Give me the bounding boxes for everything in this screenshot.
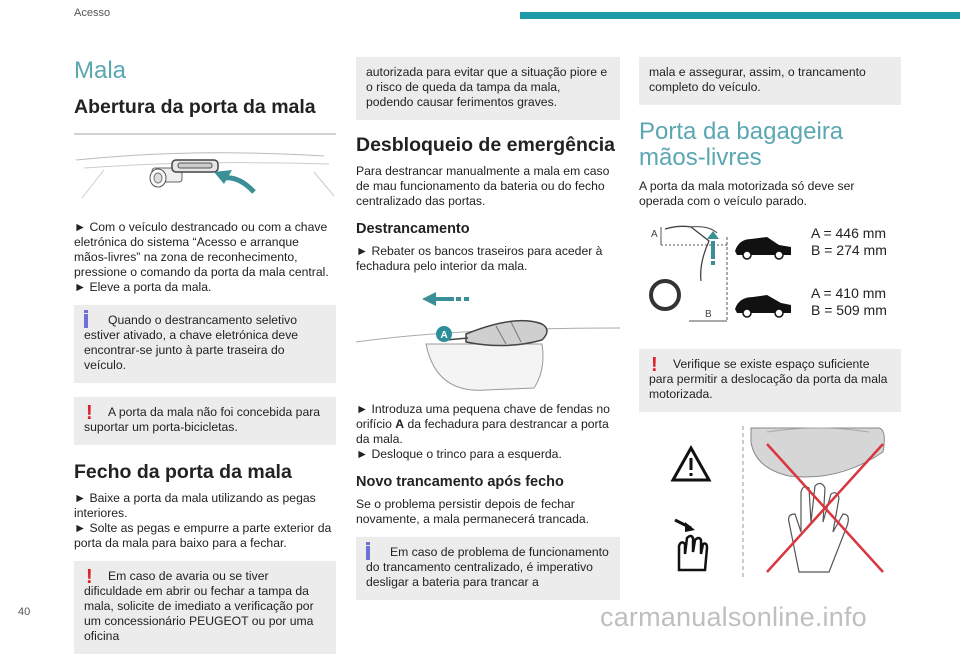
info-icon [84, 314, 88, 328]
dimension-set-1 [811, 225, 887, 259]
hand-push-icon [675, 520, 707, 570]
dimension-a-2: A = 410 mm [811, 285, 887, 301]
dimension-set-2 [811, 285, 887, 319]
handsfree-intro: A porta da mala motorizada só deve ser operada com o veículo parado. [639, 179, 855, 208]
unlock-step-1: ► Rebater os bancos traseiros para aceder à fechadura pelo interior da mala. [356, 244, 603, 273]
info-icon [366, 546, 370, 560]
warning-text: Em caso de avaria ou se tiver dificuldade em abrir ou fechar a tampa da mala, solicite de imediato a verificação por um concessionário PEUGEOT ou por uma oficina [84, 569, 314, 643]
info-text-continued: mala e assegurar, assim, o trancamento completo do veículo. [649, 65, 866, 94]
warning-box-continued [356, 57, 620, 120]
info-text: Quando o destrancamento seletivo estiver ativado, a chave eletrónica deve encontrar-se junto à parte traseira do veículo. [84, 313, 299, 372]
column-1 [74, 58, 336, 654]
closing-step-2: ► Solte as pegas e empurre a parte exterior da porta da mala para baixo para a fechar. [74, 521, 332, 550]
warning-triangle-icon [673, 448, 709, 480]
latch-illustration [356, 284, 620, 396]
section-title-handsfree: Porta da bagageira mãos-livres [639, 118, 844, 171]
figure-label-a: A [440, 330, 448, 341]
warning-box-malfunction [74, 561, 336, 654]
heading-emergency: Desbloqueio de emergência [356, 134, 615, 156]
figure-do-not-touch [639, 422, 901, 582]
unlock-step-3: ► Desloque o trinco para a esquerda. [356, 447, 562, 461]
warning-text-continued: autorizada para evitar que a situação piore e o risco de queda da tampa da mala, podendo causar ferimentos graves. [366, 65, 608, 109]
emergency-intro: Para destrancar manualmente a mala em caso de mau funcionamento da bateria ou do fecho centralizado das portas. [356, 164, 610, 208]
header-accent-bar [520, 12, 960, 19]
watermark: carmanualsonline.info [600, 602, 867, 632]
warning-icon: ! [651, 354, 658, 376]
dim-a-label: A [651, 229, 658, 240]
info-box-selective-unlock [74, 305, 336, 383]
figure-trunk-button [74, 130, 336, 212]
heading-opening: Abertura da porta da mala [74, 96, 316, 118]
closing-step-1: ► Baixe a porta da mala utilizando as pegas interiores. [74, 491, 316, 520]
page-number: 40 [18, 606, 31, 618]
relock-text: Se o problema persistir depois de fechar novamente, a mala permanecerá trancada. [356, 497, 590, 526]
column-3 [639, 57, 901, 582]
info-box-central-locking [356, 537, 620, 600]
dimension-b-1: B = 274 mm [811, 242, 887, 258]
dim-b-label: B [705, 309, 712, 320]
figure-clearance-dimensions [639, 223, 901, 331]
opening-step-1: ► Com o veículo destrancado ou com a chave eletrónica do sistema “Acesso e arranque mãos-livres” na zona de reconhecimento, pressione o comando da porta da mala central. [74, 220, 329, 279]
trunk-handle-illustration [74, 130, 336, 212]
heading-unlocking: Destrancamento [356, 221, 470, 237]
heading-relock: Novo trancamento após fecho [356, 474, 564, 490]
warning-icon: ! [86, 402, 93, 424]
section-title-mala: Mala [74, 57, 127, 84]
figure-emergency-latch [356, 284, 620, 396]
warning-box-bike-rack [74, 397, 336, 445]
section-header: Acesso [74, 7, 111, 19]
heading-closing: Fecho da porta da mala [74, 461, 292, 483]
warning-icon: ! [86, 566, 93, 588]
warning-box-clearance [639, 349, 901, 412]
no-hand-illustration [639, 422, 901, 582]
warning-text: A porta da mala não foi concebida para suportar um porta-bicicletas. [84, 405, 321, 434]
info-box-continued [639, 57, 901, 105]
dimension-a-1: A = 446 mm [811, 225, 887, 241]
opening-step-2: ► Eleve a porta da mala. [74, 280, 212, 294]
unlock-step-2: ► Introduza uma pequena chave de fendas no orifício A da fechadura para destrancar a porta da mala. [356, 402, 610, 446]
dimension-b-2: B = 509 mm [811, 302, 887, 318]
column-2 [356, 57, 620, 600]
warning-text: Verifique se existe espaço suficiente para permitir a deslocação da porta da mala motorizada. [649, 357, 888, 401]
info-text: Em caso de problema de funcionamento do trancamento centralizado, é imperativo desligar a bateria para trancar a [366, 545, 609, 589]
